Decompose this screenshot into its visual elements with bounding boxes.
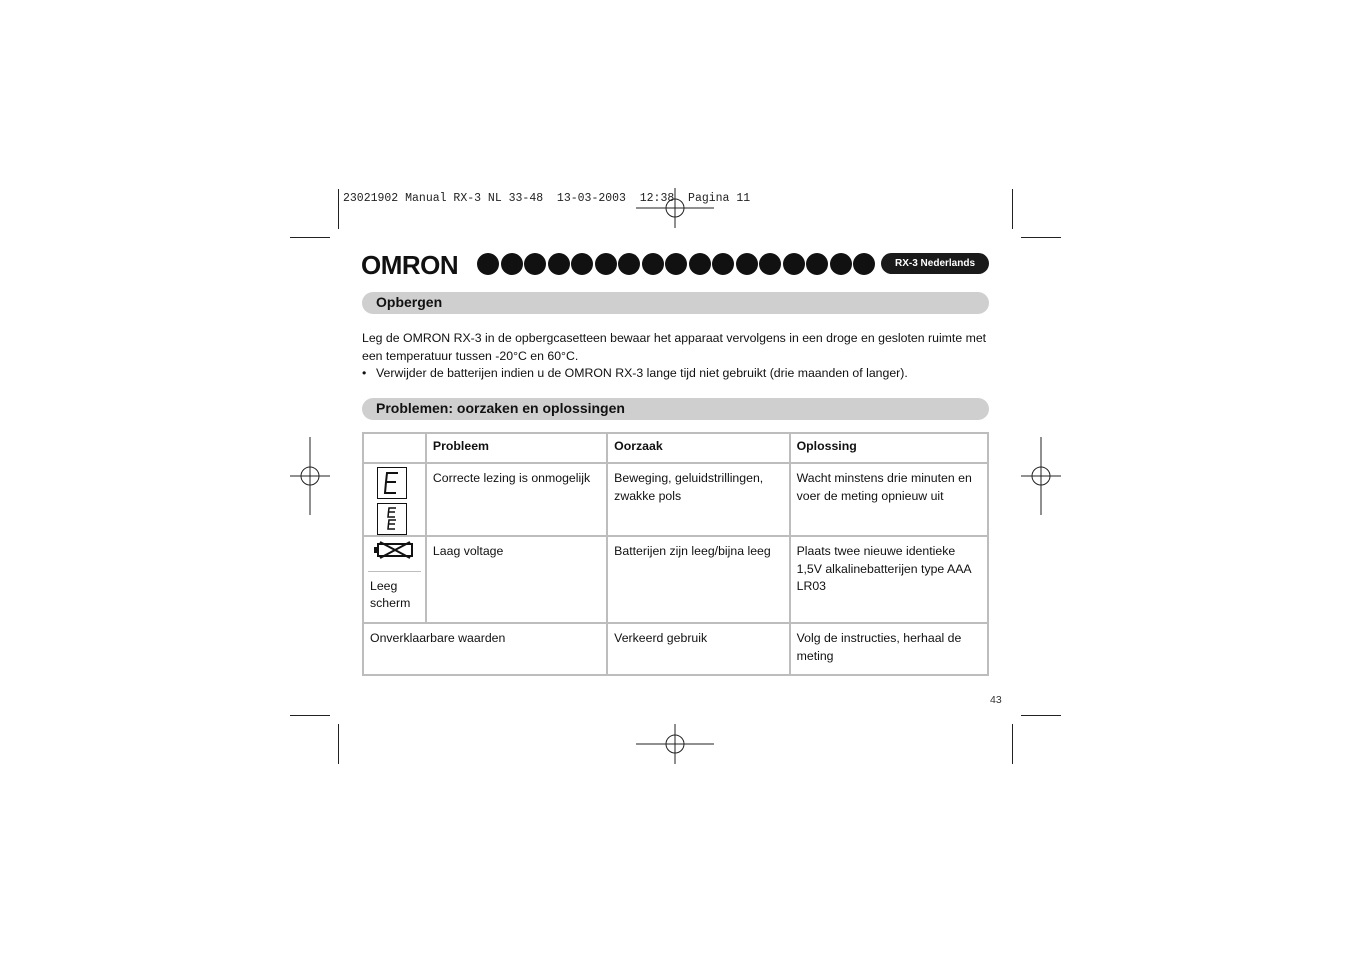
icon-cell [363, 536, 426, 623]
solution-cell: Wacht minstens drie minuten en voer de meting opnieuw uit [790, 463, 988, 536]
bullet-text: Verwijder de batterijen indien u de OMRON RX-3 lange tijd niet gebruikt (drie maanden of langer). [376, 366, 908, 380]
problem-cell: Laag voltage [426, 536, 607, 623]
crop-mark [1021, 237, 1061, 238]
section-heading-problemen [362, 398, 989, 420]
crop-mark [290, 237, 330, 238]
crop-mark [338, 724, 339, 764]
solution-cell: Plaats twee nieuwe identieke 1,5V alkalinebatterijen type AAA LR03 [790, 536, 988, 623]
problem-cell: Onverklaarbare waarden [363, 623, 607, 675]
low-battery-icon [373, 541, 415, 559]
icon-cell [363, 463, 426, 536]
cause-cell: Verkeerd gebruik [607, 623, 789, 675]
crop-mark [290, 715, 330, 716]
storage-text [362, 330, 992, 383]
header-oorzaak: Oorzaak [607, 433, 789, 463]
section-heading-opbergen [362, 292, 989, 314]
registration-mark-left [290, 437, 330, 515]
problem-cell: Correcte lezing is onmogelijk [426, 463, 607, 536]
omron-logo: OMRON [361, 250, 459, 280]
header-icon-cell [363, 433, 426, 463]
table-row [363, 623, 988, 675]
header-oplossing: Oplossing [790, 433, 988, 463]
crop-mark [1021, 715, 1061, 716]
error-ee-display-icon [377, 503, 407, 535]
crop-mark [1012, 724, 1013, 764]
table-row [363, 463, 988, 536]
dot-divider [477, 253, 875, 275]
table-header-row [363, 433, 988, 463]
storage-paragraph: Leg de OMRON RX-3 in de opbergcasetteen bewaar het apparaat vervolgens in een droge en gesloten ruimte met een temperatuur tussen -20°C en 60°C. [362, 331, 987, 363]
bullet-mark: • [362, 366, 367, 380]
header-probleem: Probleem [426, 433, 607, 463]
solution-cell: Volg de instructies, herhaal de meting [790, 623, 988, 675]
crop-mark [338, 189, 339, 229]
registration-mark-right [1021, 437, 1061, 515]
registration-mark-top [636, 188, 714, 228]
icon-caption: Leeg scherm [370, 578, 411, 610]
registration-mark-bottom [636, 724, 714, 764]
crop-mark [1012, 189, 1013, 229]
bullet-item [362, 365, 992, 383]
section-title: Problemen: oorzaken en oplossingen [376, 400, 625, 416]
error-e-display-icon [377, 467, 407, 499]
language-badge: RX-3 Nederlands [881, 253, 989, 274]
section-title: Opbergen [376, 294, 443, 310]
table-row [363, 536, 988, 623]
cause-cell: Beweging, geluidstrillingen, zwakke pols [607, 463, 789, 536]
page-number: 43 [990, 694, 1002, 706]
troubleshooting-table [362, 432, 989, 676]
print-header: 23021902 Manual RX-3 NL 33-48 13-03-2003 12:38 Pagina 11 [343, 192, 751, 205]
cause-cell: Batterijen zijn leeg/bijna leeg [607, 536, 789, 623]
